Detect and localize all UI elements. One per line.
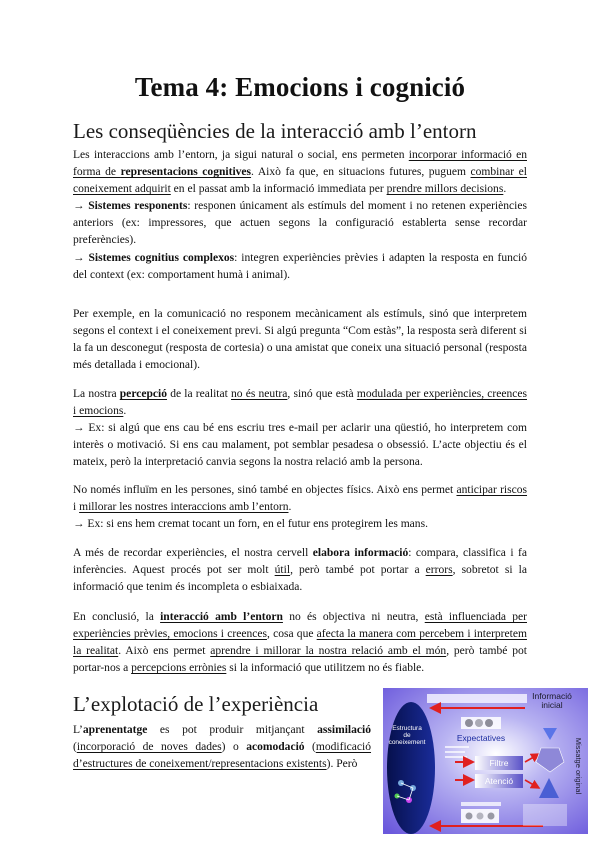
expectatives-label: Expectatives — [456, 733, 506, 743]
filtre-label: Filtre — [489, 758, 509, 768]
original-message-label: Missatge original — [574, 737, 583, 795]
paragraph-elabora-informacio: A més de recordar experiències, el nostra cervell elabora informació: compara, classifica i fa inferències. Aquest procés pot ser molt útil, però també pot portar a errors, sobretot si la informació que tenim és incompleta o esbiaixada. — [73, 547, 527, 594]
paragraph-exemple-comunicacio: Per exemple, en la comunicació no responem mecànicament als estímuls, sinó que interpretem segons el context i el coneixement previ. Si algú pregunta “Com estàs”, la resposta serà diferent si la fa un desconegut (resposta de cortesia) o una amistat que coneix una situació personal (resposta més detallada i emocional). — [73, 308, 527, 372]
bottom-label-band — [461, 802, 501, 806]
paragraph-aprenentatge: L’aprenentatge es pot produir mitjançant assimilació (incorporació de noves dades) o acomodació (modificació d’estructures de coneixement/representacions existents). Però — [73, 724, 372, 771]
bottom-circle-2 — [477, 813, 484, 820]
paragraph-objectes-fisics: No només influïm en les persones, sinó també en objectes físics. Això ens permet anticipar riscos i millorar les nostres interaccions amb l’entorn. → Ex: si ens hem cremat tocant un forn, en el futur ens protegirem les mans. — [73, 484, 528, 531]
knowledge-structure-label-3: coneixement — [388, 739, 426, 746]
paragraph-percepcio: La nostra percepció de la realitat no és neutra, sinó que està modulada per experiències, creences i emocions. → Ex: si algú que ens cau bé ens escriu tres e-mail per aclarir una qüestió, ho interpretem com interès o motivació. Si ens cau malament, pot semblar pesadesa o obsessió. L’acte objectiu és el mateix, però la interpretació canvia segons la nostra relació amb la persona. — [73, 388, 527, 469]
atencio-label: Atenció — [484, 776, 514, 786]
cognition-diagram-figure — [383, 688, 588, 834]
bottom-circle-1 — [466, 813, 473, 820]
expectations-icons — [461, 717, 501, 729]
knowledge-structure-oval — [387, 702, 435, 834]
info-initial-label-2: inicial — [541, 700, 563, 710]
knowledge-structure-label-2: de — [403, 732, 411, 739]
bottom-right-box — [523, 804, 567, 826]
top-band — [427, 694, 527, 703]
info-initial-label-1: Informació — [532, 691, 572, 701]
paragraph-interaccions: Les interaccions amb l’entorn, ja sigui natural o social, ens permeten incorporar informació en forma de representacions cognitives. Això fa que, en situacions futures, puguem combinar el coneixement adquirit en el passat amb la informació immediata per prendre millors decisions. → Sistemes responents: responen únicament als estímuls del moment i no retenen experiències anteriors (ex: impressores, que actuen segons la configuració establerta sense recordar preferències). → Sistemes cognitius complexos: integren experiències prèvies i adapten la resposta en funció del context (ex: comportament humà i animal). — [73, 149, 527, 281]
section-heading-consequencies: Les conseqüències de la interacció amb l’entorn — [73, 119, 477, 143]
section-heading-explotacio: L’explotació de l’experiència — [73, 692, 319, 716]
paragraph-conclusio: En conclusió, la interacció amb l’entorn no és objectiva ni neutra, està influenciada per experiències prèvies, emocions i creences, cosa que afecta la manera com percebem i interpretem la realitat. Això ens permet aprendre i millorar la nostra relació amb el món, però també pot portar-nos a percepcions errònies si la informació que utilitzem no és fiable. — [73, 611, 527, 675]
knowledge-structure-label-1: Estructura — [392, 725, 422, 732]
bottom-circle-3 — [488, 813, 495, 820]
page-title: Tema 4: Emocions i cognició — [134, 72, 466, 102]
